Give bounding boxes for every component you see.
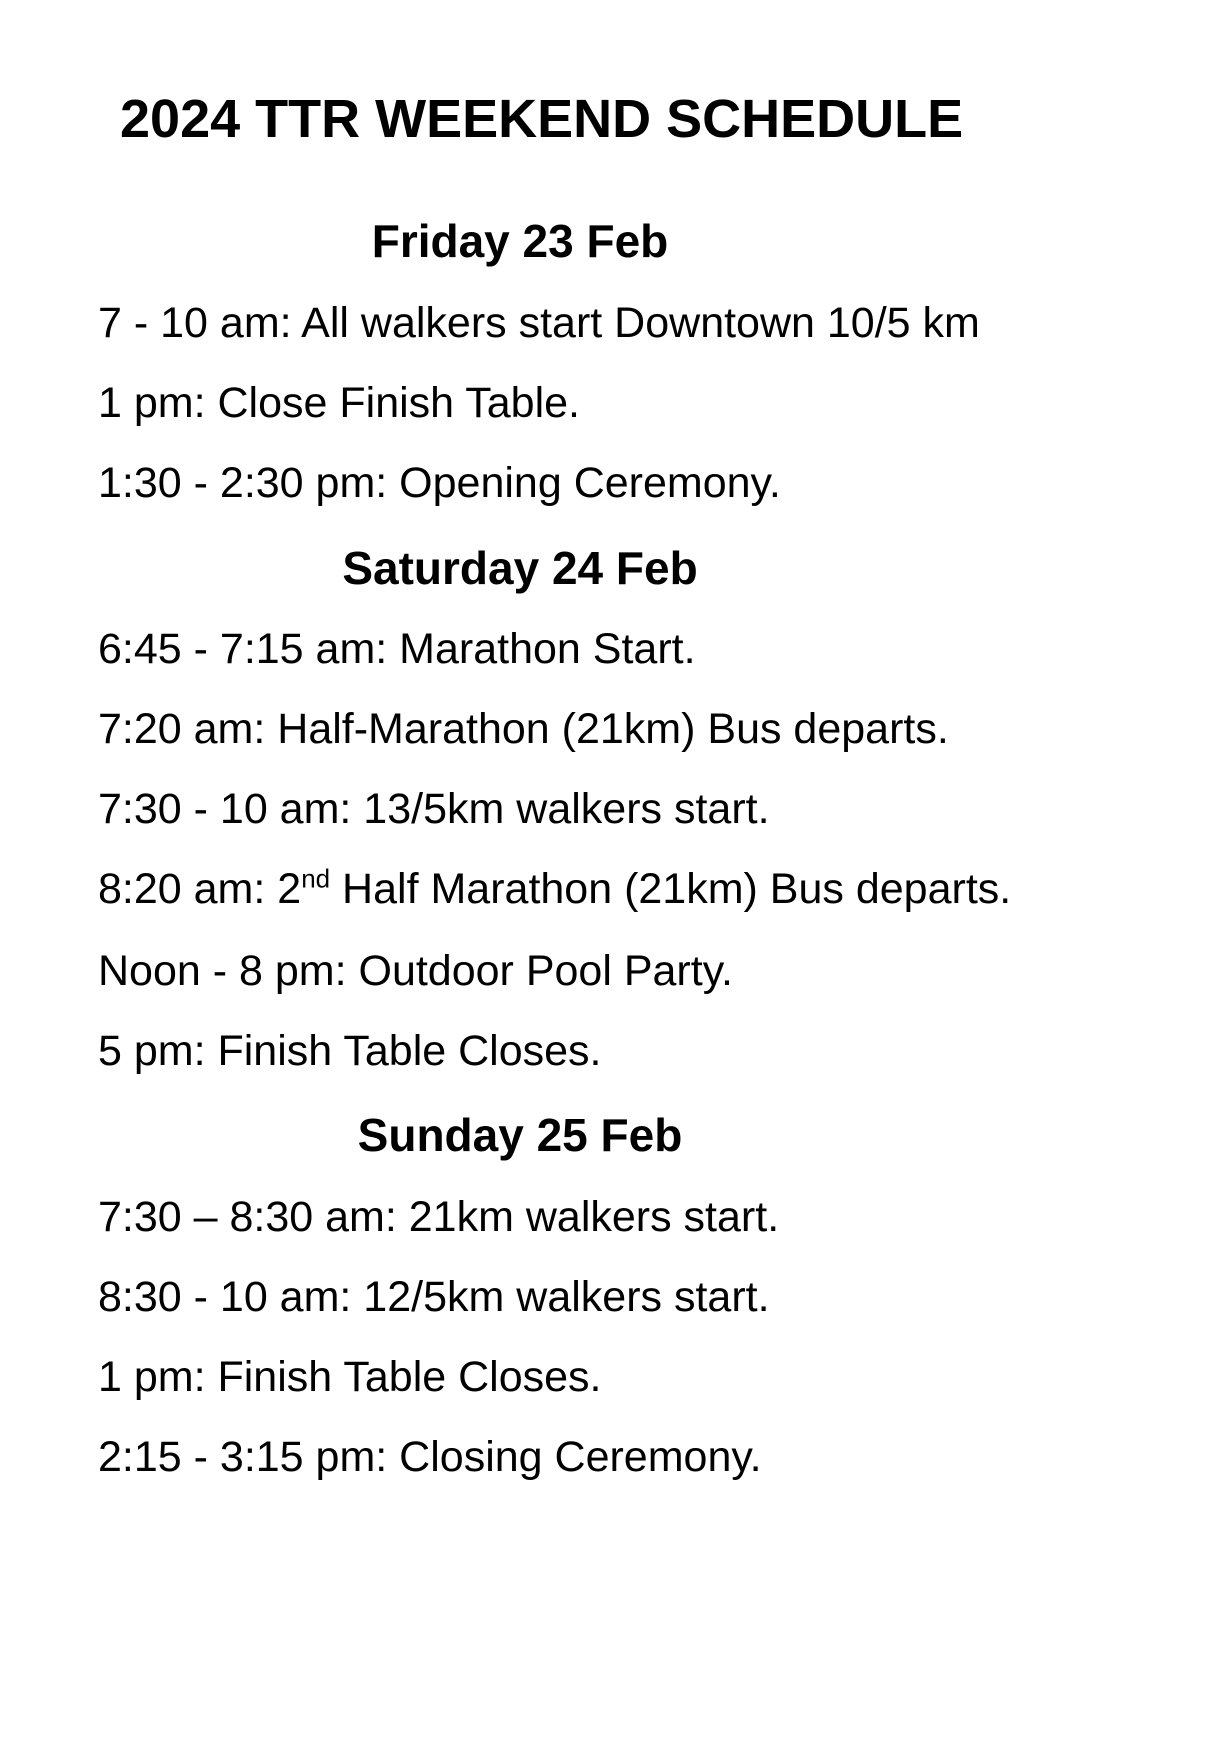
day-heading-sunday: Sunday 25 Feb [357,1109,683,1161]
event-saturday-4-prefix: 8:20 am: 2 [98,865,302,913]
event-friday-2: 1 pm: Close Finish Table. [98,379,580,427]
event-saturday-5: Noon - 8 pm: Outdoor Pool Party. [98,947,733,995]
event-sunday-1: 7:30 – 8:30 am: 21km walkers start. [98,1193,780,1241]
event-saturday-4-superscript: nd [301,863,331,894]
event-sunday-4: 2:15 - 3:15 pm: Closing Ceremony. [98,1433,762,1481]
event-friday-1: 7 - 10 am: All walkers start Downtown 10/5 km [98,299,980,347]
page-title: 2024 TTR WEEKEND SCHEDULE [120,89,964,149]
event-saturday-2: 7:20 am: Half-Marathon (21km) Bus departs. [98,705,949,753]
event-sunday-3: 1 pm: Finish Table Closes. [98,1353,602,1401]
event-sunday-2: 8:30 - 10 am: 12/5km walkers start. [98,1273,770,1321]
event-saturday-3: 7:30 - 10 am: 13/5km walkers start. [98,785,770,833]
event-saturday-4 [98,863,1012,913]
day-heading-saturday: Saturday 24 Feb [342,542,698,594]
event-saturday-6: 5 pm: Finish Table Closes. [98,1027,602,1075]
event-saturday-1: 6:45 - 7:15 am: Marathon Start. [98,625,696,673]
event-saturday-4-suffix: Half Marathon (21km) Bus departs. [330,865,1012,913]
day-heading-friday: Friday 23 Feb [371,215,669,267]
event-friday-3: 1:30 - 2:30 pm: Opening Ceremony. [98,459,781,507]
